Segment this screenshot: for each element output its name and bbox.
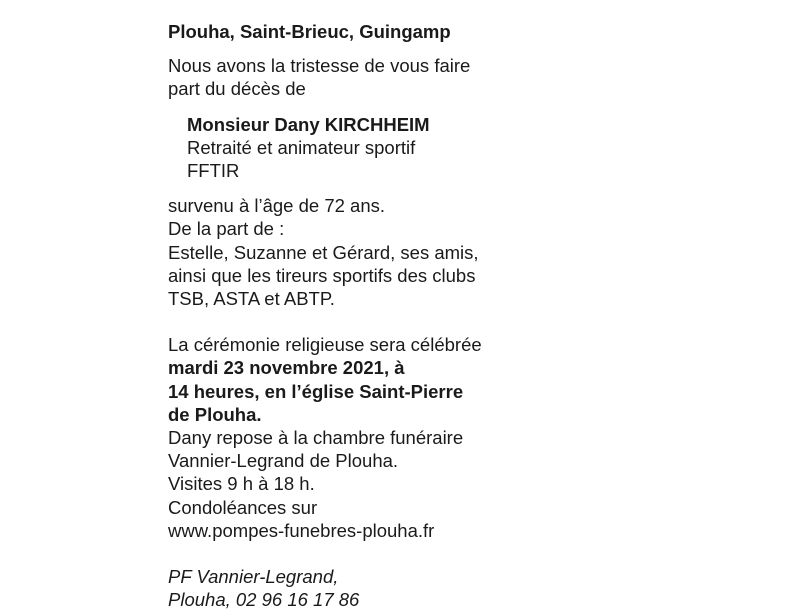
deceased-description: Retraité et animateur sportif (187, 136, 416, 158)
intro-line: Nous avons la tristesse de vous faire (168, 55, 471, 77)
obituary-notice (168, 20, 548, 611)
condolences-website: www.pompes-funebres-plouha.fr (168, 519, 435, 541)
deceased-block (168, 113, 548, 183)
funeral-home-name: PF Vannier-Legrand, (168, 566, 339, 588)
ceremony-line: Visites 9 h à 18 h. (168, 473, 315, 495)
details-line: TSB, ASTA et ABTP. (168, 288, 335, 310)
ceremony-time-place: 14 heures, en l’église Saint-Pierre (168, 380, 464, 402)
details-line: Estelle, Suzanne et Gérard, ses amis, (168, 241, 479, 263)
signature-block (168, 565, 548, 611)
deceased-name: Monsieur Dany KIRCHHEIM (187, 113, 430, 135)
ceremony-line: Condoléances sur (168, 496, 318, 518)
funeral-home-contact: Plouha, 02 96 16 17 86 (168, 589, 360, 611)
ceremony-line: Dany repose à la chambre funéraire (168, 427, 464, 449)
ceremony-date: mardi 23 novembre 2021, à (168, 357, 405, 379)
ceremony-place: de Plouha. (168, 403, 262, 425)
ceremony-line: Vannier-Legrand de Plouha. (168, 450, 399, 472)
details-line: survenu à l’âge de 72 ans. (168, 195, 386, 217)
notice-heading: Plouha, Saint-Brieuc, Guingamp (168, 21, 451, 42)
details-block (168, 194, 548, 310)
intro-text (168, 54, 548, 100)
details-line: ainsi que les tireurs sportifs des clubs (168, 264, 476, 286)
details-line: De la part de : (168, 218, 285, 240)
ceremony-intro: La cérémonie religieuse sera célébrée (168, 334, 482, 356)
ceremony-block (168, 333, 548, 542)
deceased-description: FFTIR (187, 160, 240, 182)
intro-line: part du décès de (168, 78, 306, 100)
